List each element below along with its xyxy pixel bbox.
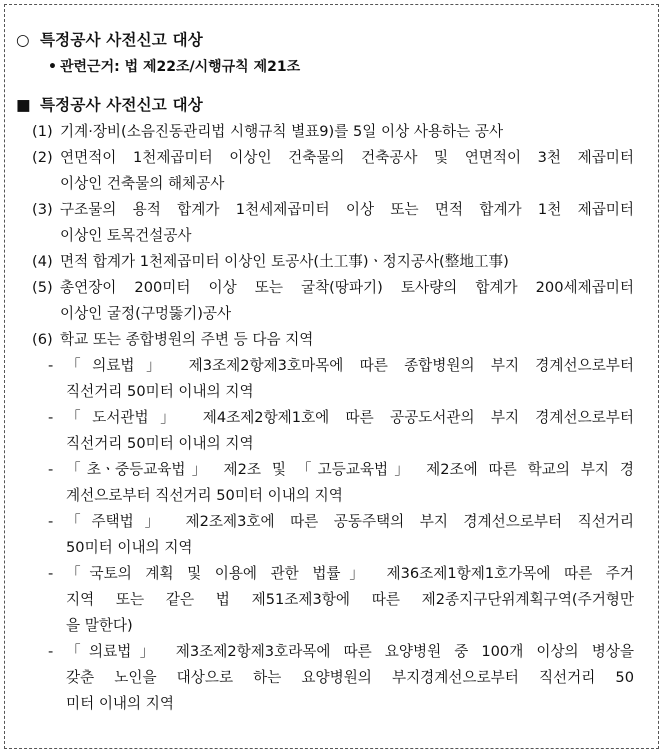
subitem-text-line: 「의료법」 제3조제2항제3호라목에 따른 요양병원 중 100개 이상의 병상을 xyxy=(66,643,634,660)
document-frame xyxy=(4,4,659,749)
item-text-line: 기계·장비(소음진동관리법 시행규칙 별표9)를 5일 이상 사용하는 공사 xyxy=(60,123,504,140)
subitem-text-line: 「의료법」 제3조제2항제3호마목에 따른 종합병원의 부지 경계선으로부터 xyxy=(66,357,634,374)
subitem-text-line: 「주택법」 제2조제3호에 따른 공동주택의 부지 경계선으로부터 직선거리 xyxy=(66,513,634,530)
subitem-text-line: 50미터 이내의 지역 xyxy=(66,539,193,556)
item-number: (3) xyxy=(32,201,53,218)
dash-marker: - xyxy=(48,565,54,582)
item-text-line: 구조물의 용적 합계가 1천세제곱미터 이상 또는 면적 합계가 1천 제곱미터 xyxy=(60,201,634,218)
subitem-text-line: 「국토의 계획 및 이용에 관한 법률」 제36조제1항제1호가목에 따른 주거 xyxy=(66,565,634,582)
subitem-text-line: 「도서관법」 제4조제2항제1호에 따른 공공도서관의 부지 경계선으로부터 xyxy=(66,409,634,426)
square-marker-icon: ■ xyxy=(16,96,31,114)
legal-basis-line xyxy=(48,56,300,76)
dash-marker: - xyxy=(48,643,54,660)
subitem-text-line: 계선으로부터 직선거리 50미터 이내의 지역 xyxy=(66,487,343,504)
dash-marker: - xyxy=(48,357,54,374)
section1-title: 특정공사 사전신고 대상 xyxy=(40,31,203,49)
subitem-text-line: 직선거리 50미터 이내의 지역 xyxy=(66,435,254,452)
legal-basis-text: 관련근거: 법 제22조/시행규칙 제21조 xyxy=(60,59,301,75)
subitem-text-line: 을 말한다) xyxy=(66,617,133,634)
item-number: (6) xyxy=(32,331,53,348)
dash-marker: - xyxy=(48,513,54,530)
bullet-icon: • xyxy=(48,59,57,75)
subitem-text-line: 직선거리 50미터 이내의 지역 xyxy=(66,383,254,400)
dash-marker: - xyxy=(48,409,54,426)
subitem-text-line: 지역 또는 같은 법 제51조제3항에 따른 제2종지구단위계획구역(주거형만 xyxy=(66,591,634,608)
item-text-line: 면적 합계가 1천제곱미터 이상인 토공사(土工事)ㆍ정지공사(整地工事) xyxy=(60,253,509,270)
section2-title: 특정공사 사전신고 대상 xyxy=(40,96,203,114)
circle-marker-icon: ○ xyxy=(16,31,30,49)
item-text-line: 이상인 건축물의 해체공사 xyxy=(60,175,225,192)
item-text-line: 총연장이 200미터 이상 또는 굴착(땅파기) 토사량의 합계가 200세제곱미터 xyxy=(60,279,634,296)
item-text-line: 이상인 굴정(구멍뚫기)공사 xyxy=(60,305,232,322)
section1-heading xyxy=(16,28,203,50)
dash-marker: - xyxy=(48,461,54,478)
subitem-text-line: 갖춘 노인을 대상으로 하는 요양병원의 부지경계선으로부터 직선거리 50 xyxy=(66,669,634,686)
subitem-text-line: 미터 이내의 지역 xyxy=(66,695,174,712)
item-text-line: 연면적이 1천제곱미터 이상인 건축물의 건축공사 및 연면적이 3천 제곱미터 xyxy=(60,149,634,166)
item-text-line: 학교 또는 종합병원의 주변 등 다음 지역 xyxy=(60,331,314,348)
section2-heading xyxy=(16,93,203,115)
item-number: (5) xyxy=(32,279,53,296)
item-text-line: 이상인 토목건설공사 xyxy=(60,227,192,244)
subitem-text-line: 「초ㆍ중등교육법」 제2조 및 「고등교육법」 제2조에 따른 학교의 부지 경 xyxy=(66,461,634,478)
item-number: (4) xyxy=(32,253,53,270)
item-number: (2) xyxy=(32,149,53,166)
item-number: (1) xyxy=(32,123,53,140)
